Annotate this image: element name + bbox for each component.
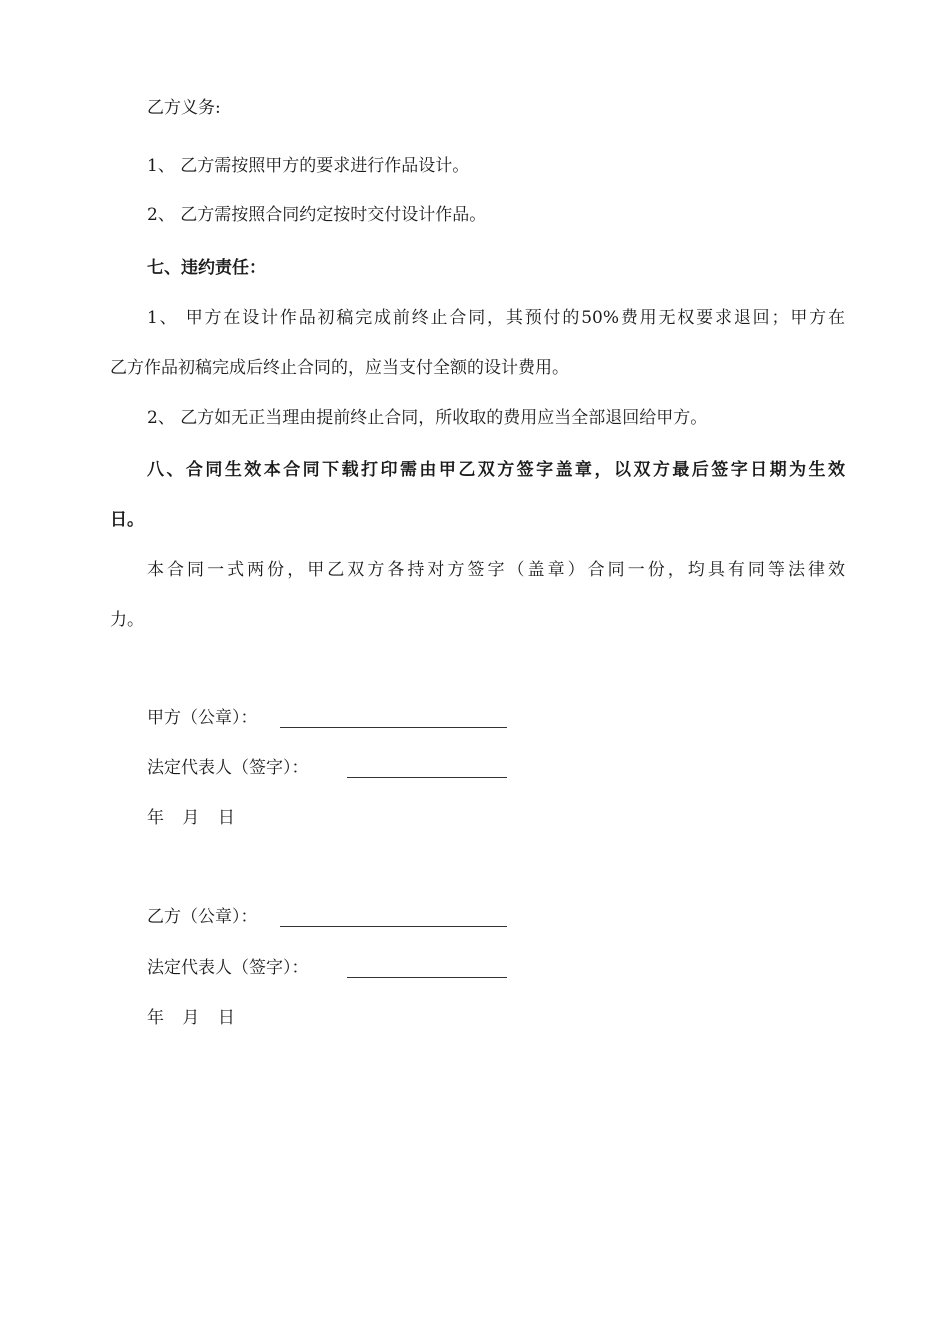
party-b-seal-line[interactable] <box>280 926 507 927</box>
party-a-date-year: 年 <box>147 808 164 828</box>
party-a-seal-line[interactable] <box>280 727 507 728</box>
party-b-date-month: 月 <box>182 1008 200 1028</box>
breach-item-2: 2、 乙方如无正当理由提前终止合同，所收取的费用应当全部退回给甲方。 <box>147 408 708 428</box>
obligations-heading: 乙方义务: <box>147 98 221 118</box>
effect-heading-line-1: 八、合同生效本合同下载打印需由甲乙双方签字盖章，以双方最后签字日期为生效 <box>147 460 845 480</box>
effect-heading-line-2: 日。 <box>110 510 144 530</box>
copies-clause-line-1: 本合同一式两份，甲乙双方各持对方签字（盖章）合同一份，均具有同等法律效 <box>147 560 845 580</box>
breach-item-1-line-1: 1、 甲方在设计作品初稿完成前终止合同，其预付的50%费用无权要求退回；甲方在 <box>147 308 845 328</box>
obligation-item-1: 1、 乙方需按照甲方的要求进行作品设计。 <box>147 156 470 176</box>
party-b-date-day: 日 <box>217 1008 235 1028</box>
party-a-seal-label: 甲方（公章）： <box>147 708 258 728</box>
party-b-rep-row <box>147 956 309 980</box>
obligation-item-2: 2、 乙方需按照合同约定按时交付设计作品。 <box>147 205 487 225</box>
party-b-seal-label: 乙方（公章）： <box>147 907 258 927</box>
party-b-date-row <box>147 1006 248 1030</box>
party-a-date-day: 日 <box>217 808 235 828</box>
party-a-rep-line[interactable] <box>347 777 507 778</box>
party-b-rep-label: 法定代表人（签字）： <box>147 958 309 978</box>
party-b-seal-row <box>147 905 258 929</box>
party-a-date-row <box>147 806 248 830</box>
party-b-rep-line[interactable] <box>347 977 507 978</box>
party-a-rep-row <box>147 756 309 780</box>
party-a-seal-row <box>147 706 258 730</box>
copies-clause-line-2: 力。 <box>110 610 144 630</box>
breach-item-1-line-2: 乙方作品初稿完成后终止合同的，应当支付全额的设计费用。 <box>110 358 569 378</box>
breach-heading: 七、违约责任： <box>147 258 266 278</box>
party-a-rep-label: 法定代表人（签字）： <box>147 758 309 778</box>
party-b-date-year: 年 <box>147 1008 164 1028</box>
party-a-date-month: 月 <box>182 808 200 828</box>
